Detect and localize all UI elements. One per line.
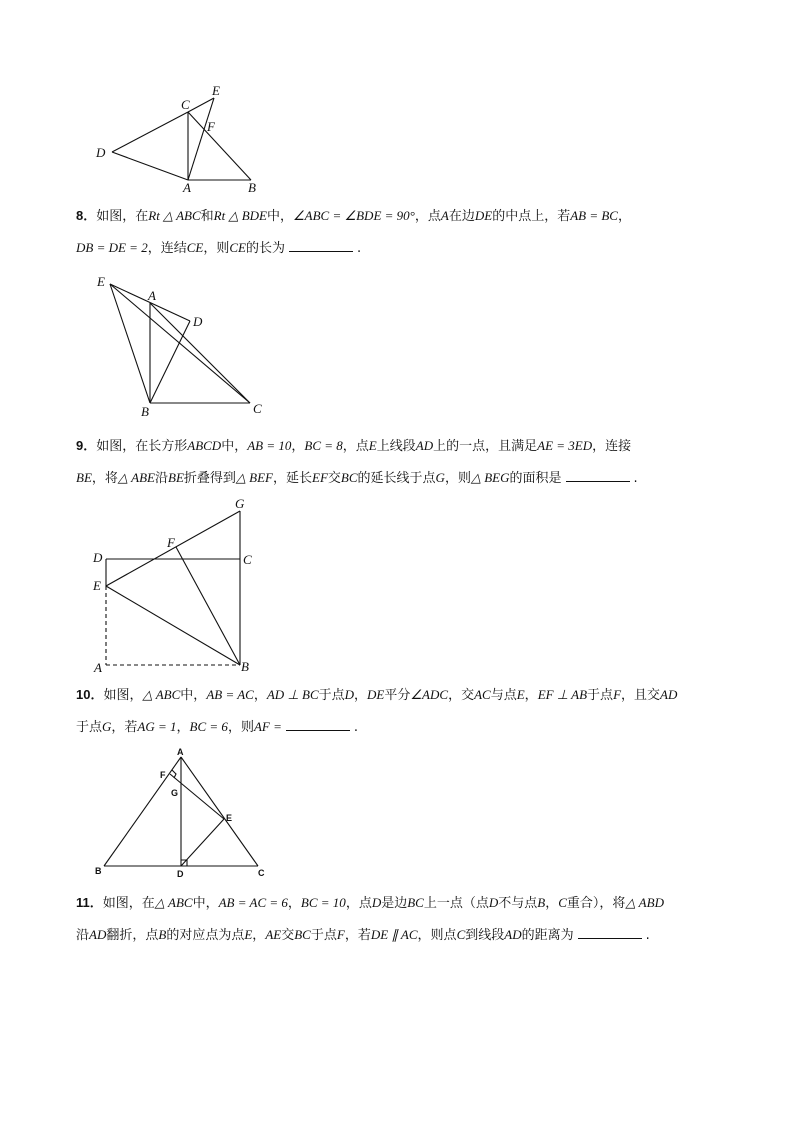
math: △ ABC [154, 895, 193, 910]
label-B: B [95, 866, 102, 876]
text: ，点 [414, 209, 441, 224]
text: 交 [327, 471, 341, 486]
math: AC [474, 687, 491, 702]
text: . [633, 471, 638, 486]
math: E [516, 687, 525, 702]
figure-q10 [90, 745, 275, 880]
text: 上一点（点 [423, 896, 489, 911]
question-11 [76, 887, 746, 951]
label-F: F [167, 535, 175, 550]
text: 中， [180, 688, 207, 703]
text: ，若 [111, 720, 138, 735]
math: C [456, 927, 466, 942]
math: AD [89, 927, 107, 942]
math: F [613, 687, 622, 702]
label-F: F [160, 770, 166, 780]
text: 中， [266, 209, 293, 224]
text: 折叠得到 [183, 471, 236, 486]
question-9-line-2 [76, 462, 746, 494]
text: 沿 [154, 471, 168, 486]
text: 和 [200, 209, 214, 224]
math: AD ⊥ BC [266, 687, 319, 702]
answer-blank[interactable] [566, 469, 630, 482]
text: 不与点 [498, 896, 538, 911]
label-G: G [171, 788, 179, 798]
math: BC = 8 [304, 438, 343, 453]
math: E [368, 438, 377, 453]
math: BE [76, 470, 92, 485]
label-D: D [93, 550, 103, 565]
text: ，连接 [592, 439, 632, 454]
math: ∠ADC [410, 687, 449, 702]
text: 如图， [103, 688, 143, 703]
math: AD [415, 438, 434, 453]
math: DE ∥ AC [370, 927, 418, 942]
math: AE = 3ED [537, 438, 593, 453]
math: AD [504, 927, 522, 942]
text: ，且交 [621, 688, 661, 703]
math: AF = [253, 719, 282, 734]
text: . [353, 720, 358, 735]
figure-q8 [90, 270, 280, 420]
math: AB = AC [206, 687, 254, 702]
answer-blank[interactable] [289, 239, 353, 252]
text: 的长为 [245, 241, 285, 256]
question-11-line-2 [76, 919, 746, 951]
answer-blank[interactable] [578, 926, 642, 939]
text: 的中点上，若 [492, 209, 571, 224]
label-F: F [207, 119, 215, 134]
label-A: A [183, 180, 191, 195]
math: BC [294, 927, 311, 942]
question-8-line-1 [76, 200, 746, 232]
label-A: A [148, 288, 156, 303]
text: 如图，在 [96, 209, 149, 224]
math: AB = BC [570, 208, 618, 223]
math: D [344, 687, 355, 702]
math: △ ABC [142, 687, 181, 702]
text: ，若 [344, 928, 371, 943]
math: AB = AC = 6 [218, 895, 288, 910]
text: 在边 [448, 209, 475, 224]
text: 于点 [310, 928, 337, 943]
math: Rt △ BDE [213, 208, 267, 223]
text: 重合），将 [566, 896, 626, 911]
math: ABCD [187, 438, 222, 453]
text: 的面积是 [509, 471, 562, 486]
label-C: C [181, 97, 190, 112]
math: G [102, 719, 112, 734]
question-8-line-2 [76, 232, 746, 264]
label-A: A [177, 747, 184, 757]
label-D: D [177, 869, 184, 879]
question-9-line-1 [76, 430, 746, 462]
math: D [488, 895, 499, 910]
question-9 [76, 430, 746, 494]
text: ， [545, 896, 559, 911]
math: AD [660, 687, 678, 702]
label-E: E [93, 578, 101, 593]
label-C: C [243, 552, 252, 567]
text: ，则 [227, 720, 254, 735]
question-number: 11． [76, 895, 103, 910]
label-D: D [193, 314, 203, 329]
question-8 [76, 200, 746, 264]
label-E: E [97, 274, 105, 289]
math: BC [407, 895, 424, 910]
label-E: E [212, 83, 220, 98]
math: E [244, 927, 253, 942]
text: ， [524, 688, 538, 703]
math: △ BEG [470, 470, 510, 485]
text: 翻折，点 [106, 928, 159, 943]
question-10-line-1 [76, 679, 746, 711]
text: 中， [221, 439, 248, 454]
math: B [537, 895, 546, 910]
math: A [440, 208, 449, 223]
label-B: B [241, 659, 249, 674]
text: . [357, 241, 362, 256]
label-D: D [96, 145, 106, 160]
text: ， [253, 688, 267, 703]
question-10 [76, 679, 746, 743]
math: G [435, 470, 445, 485]
math: DE [474, 208, 493, 223]
text: ，交 [448, 688, 475, 703]
answer-blank[interactable] [286, 718, 350, 731]
text: ， [176, 720, 190, 735]
text: 到线段 [465, 928, 505, 943]
text: ， [287, 896, 301, 911]
text: 于点 [76, 720, 103, 735]
math: CE [229, 240, 246, 255]
math: AB = 10 [247, 438, 292, 453]
text: 与点 [490, 688, 517, 703]
math: △ BEF [235, 470, 273, 485]
question-number: 10． [76, 687, 104, 702]
question-number: 9． [76, 438, 97, 453]
label-G: G [235, 496, 245, 511]
math: D [371, 895, 382, 910]
text: ， [291, 439, 305, 454]
text: 平分 [384, 688, 411, 703]
math: DB = DE = 2 [76, 240, 148, 255]
text: 如图，在长方形 [96, 439, 188, 454]
text: 如图，在 [102, 896, 155, 911]
question-number: 8． [76, 208, 97, 223]
figure-q7 [90, 80, 260, 195]
text: 的距离为 [521, 928, 574, 943]
text: 中， [192, 896, 219, 911]
text: ， [252, 928, 266, 943]
math: B [158, 927, 167, 942]
math: △ ABE [117, 470, 155, 485]
text: ，延长 [272, 471, 312, 486]
text: ，连结 [147, 241, 187, 256]
math: AG = 1 [137, 719, 177, 734]
text: ，点 [342, 439, 369, 454]
text: ，点 [345, 896, 372, 911]
text: 上的一点，且满足 [433, 439, 538, 454]
text: 沿 [76, 928, 90, 943]
text: 上线段 [376, 439, 416, 454]
text: ，则 [203, 241, 230, 256]
text: 于点 [587, 688, 614, 703]
math: Rt △ ABC [148, 208, 201, 223]
question-10-line-2 [76, 711, 746, 743]
math: DE [367, 687, 385, 702]
math: ∠ABC = ∠BDE = 90° [292, 208, 415, 223]
math: BC [340, 470, 358, 485]
text: 是边 [381, 896, 408, 911]
math: F [336, 927, 345, 942]
math: C [558, 895, 567, 910]
label-C: C [253, 401, 262, 416]
label-B: B [248, 180, 256, 195]
text: ，则 [444, 471, 471, 486]
math: EF ⊥ AB [537, 687, 588, 702]
math: △ ABD [625, 895, 664, 910]
text: 于点 [318, 688, 345, 703]
text: ， [354, 688, 368, 703]
math: BC = 10 [300, 895, 346, 910]
text: ， [617, 209, 631, 224]
label-E: E [226, 813, 233, 823]
math: EF [312, 470, 328, 485]
text: ，则点 [417, 928, 457, 943]
text: 的延长线于点 [357, 471, 436, 486]
text: . [645, 928, 650, 943]
math: BE [168, 470, 184, 485]
math: BC = 6 [189, 719, 228, 734]
label-C: C [258, 868, 265, 878]
label-A: A [94, 660, 102, 675]
text: 交 [281, 928, 295, 943]
figure-q9 [88, 493, 268, 676]
text: 的对应点为点 [166, 928, 245, 943]
math: CE [186, 240, 204, 255]
math: AE [265, 927, 282, 942]
label-B: B [141, 404, 149, 419]
question-11-line-1 [76, 887, 746, 919]
text: ，将 [91, 471, 118, 486]
